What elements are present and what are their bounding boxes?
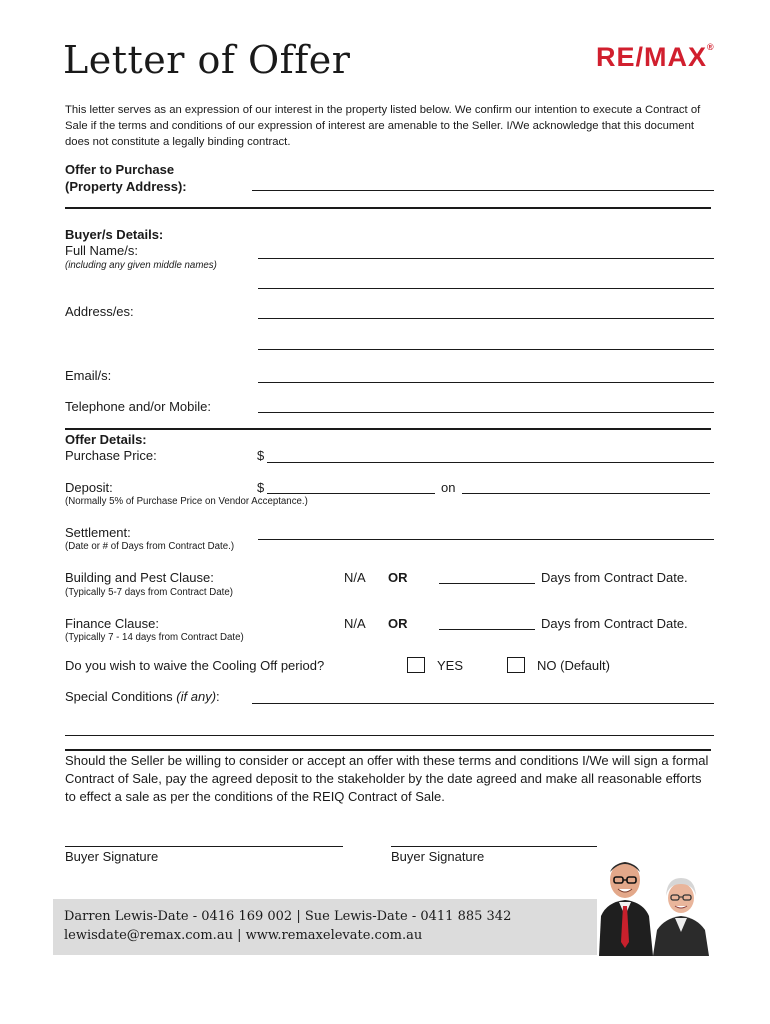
full-name-field-1[interactable] bbox=[258, 258, 714, 259]
intro-paragraph: This letter serves as an expression of our interest in the property listed below. We confirm our intention to execute a Contract of Sale if the terms and conditions of our expression of interest are amenable to the Seller. I/We acknowledge that this document does not constitute a legally binding contract. bbox=[65, 104, 701, 148]
deposit-amount-field[interactable] bbox=[267, 493, 435, 494]
building-pest-note: (Typically 5-7 days from Contract Date) bbox=[65, 587, 233, 598]
buyer-signature-label-2: Buyer Signature bbox=[391, 849, 485, 864]
settlement-label: Settlement: bbox=[65, 525, 131, 540]
special-conditions-field-2[interactable] bbox=[65, 735, 714, 736]
yes-label: YES bbox=[437, 658, 464, 673]
buyer-signature-line-1[interactable] bbox=[65, 846, 343, 847]
page-title: Letter of Offer bbox=[63, 38, 351, 82]
address-field-2[interactable] bbox=[258, 349, 714, 350]
section-divider bbox=[65, 207, 711, 209]
buyer-heading: Buyer/s Details: bbox=[65, 227, 164, 242]
building-na[interactable]: N/A bbox=[344, 570, 366, 585]
finance-days-field[interactable] bbox=[439, 629, 535, 630]
no-label: NO (Default) bbox=[537, 658, 610, 673]
finance-note: (Typically 7 - 14 days from Contract Date) bbox=[65, 632, 244, 643]
special-conditions-field-1[interactable] bbox=[252, 703, 714, 704]
finance-days-text: Days from Contract Date. bbox=[541, 616, 688, 631]
logo-text: RE/MAX bbox=[596, 42, 708, 72]
deposit-note: (Normally 5% of Purchase Price on Vendor Acceptance.) bbox=[65, 496, 308, 507]
special-label-text: Special Conditions bbox=[65, 689, 177, 704]
full-name-note: (including any given middle names) bbox=[65, 260, 217, 271]
section-divider bbox=[65, 428, 711, 430]
building-pest-label: Building and Pest Clause: bbox=[65, 570, 214, 585]
no-checkbox[interactable] bbox=[507, 657, 525, 673]
deposit-date-field[interactable] bbox=[462, 493, 710, 494]
building-days-text: Days from Contract Date. bbox=[541, 570, 688, 585]
closing-paragraph: Should the Seller be willing to consider or accept an offer with these terms and conditions I/We will sign a formal Contract of Sale, pay the agreed deposit to the stakeholder by the date agreed and make all reasonable efforts to effect a sale as per the conditions of the REIQ Contract of Sale. bbox=[65, 753, 709, 804]
phone-label: Telephone and/or Mobile: bbox=[65, 399, 211, 414]
property-label-2: (Property Address): bbox=[65, 179, 187, 194]
email-field[interactable] bbox=[258, 382, 714, 383]
settlement-note: (Date or # of Days from Contract Date.) bbox=[65, 541, 235, 552]
deposit-label: Deposit: bbox=[65, 480, 113, 495]
contact-footer-text bbox=[64, 907, 511, 945]
phone-field[interactable] bbox=[258, 412, 714, 413]
finance-or: OR bbox=[388, 616, 408, 631]
full-name-field-2[interactable] bbox=[258, 288, 714, 289]
price-label: Purchase Price: bbox=[65, 448, 157, 463]
section-divider bbox=[65, 749, 711, 751]
special-conditions-label bbox=[65, 689, 220, 704]
agent-phones: Darren Lewis-Date - 0416 169 002 | Sue Lewis-Date - 0411 885 342 bbox=[64, 909, 512, 924]
address-field-1[interactable] bbox=[258, 318, 714, 319]
building-or: OR bbox=[388, 570, 408, 585]
cooling-off-question: Do you wish to waive the Cooling Off period? bbox=[65, 658, 325, 673]
deposit-dollar: $ bbox=[257, 480, 265, 495]
email-label: Email/s: bbox=[65, 368, 112, 383]
building-days-field[interactable] bbox=[439, 583, 535, 584]
price-dollar: $ bbox=[257, 448, 265, 463]
finance-label: Finance Clause: bbox=[65, 616, 159, 631]
property-label-1: Offer to Purchase bbox=[65, 162, 175, 177]
special-label-colon: : bbox=[216, 689, 220, 704]
full-name-label: Full Name/s: bbox=[65, 243, 138, 258]
buyer-signature-label-1: Buyer Signature bbox=[65, 849, 159, 864]
special-label-italic: (if any) bbox=[176, 689, 217, 704]
yes-checkbox[interactable] bbox=[407, 657, 425, 673]
agent-email-web: lewisdate@remax.com.au | www.remaxelevate.com.au bbox=[64, 928, 423, 943]
finance-na[interactable]: N/A bbox=[344, 616, 366, 631]
purchase-price-field[interactable] bbox=[267, 462, 714, 463]
property-address-field[interactable] bbox=[252, 190, 714, 191]
settlement-field[interactable] bbox=[258, 539, 714, 540]
address-label: Address/es: bbox=[65, 304, 134, 319]
deposit-on: on bbox=[441, 480, 456, 495]
offer-heading: Offer Details: bbox=[65, 432, 147, 447]
agents-photo bbox=[597, 852, 717, 956]
remax-logo: RE/MAX® bbox=[596, 42, 715, 72]
buyer-signature-line-2[interactable] bbox=[391, 846, 597, 847]
